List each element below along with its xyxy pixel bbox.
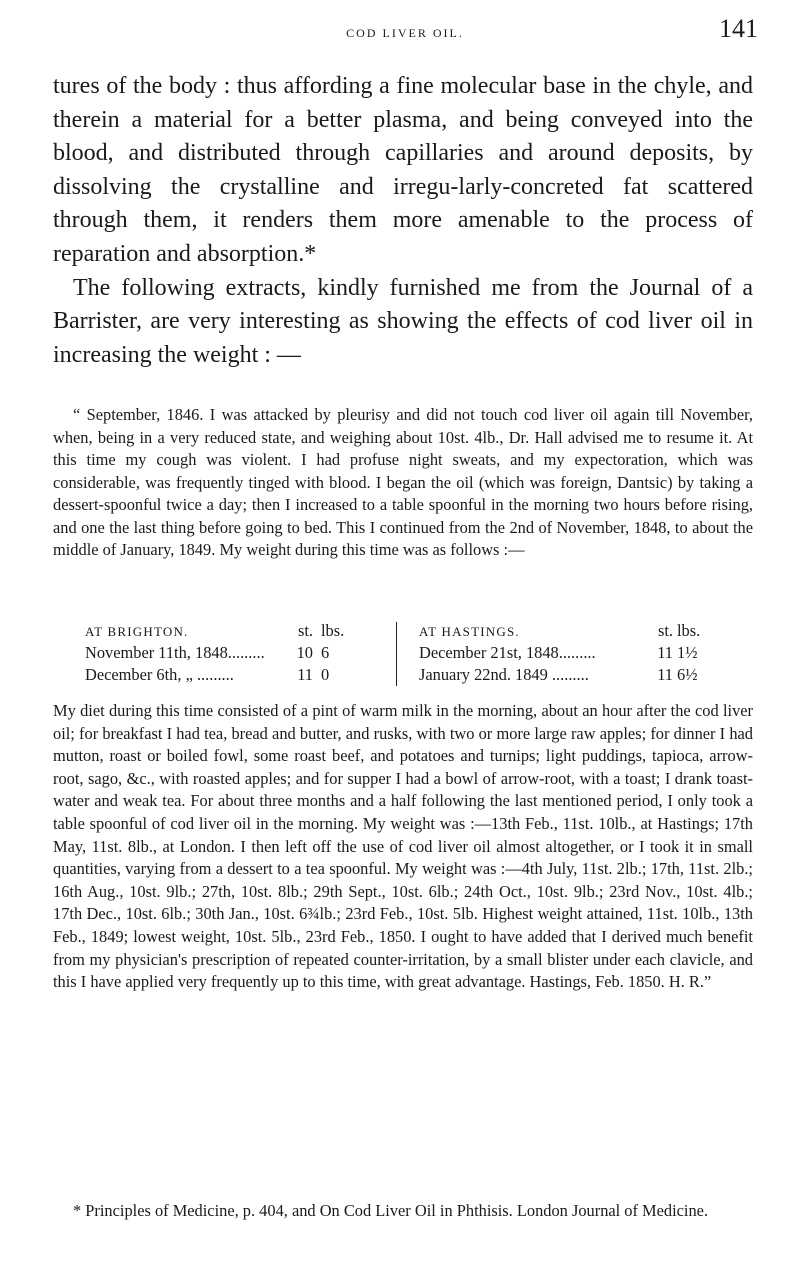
quote-paragraph: My diet during this time consisted of a pint of warm milk in the morning, about an hour after the cod liver oil; for breakfast I had tea, bread and butter, and rusks, with two or more large raw apples; for dinner I had mutton, roast or boiled fowl, some roast beef, and potatoes and turnips; light puddings, tapioca, arrow-root, sago, &c., with roasted apples; and for supper I had a bowl of arrow-root, with a toast; I drank toast-water and weak tea. For about three months and a half following the last mentioned period, I only took a table spoonful of cod liver oil in the morning. My weight was :—13th Feb., 11st. 10lb., at Hastings; 17th May, 11st. 8lb., at London. I then left off the use of cod liver oil almost altogether, or I took it in small quantities, varying from a dessert to a tea spoonful. My weight was :—4th July, 11st. 2lb.; 17th, 11st. 2lb.; 16th Aug., 10st. 9lb.; 27th, 10st. 8lb.; 29th Sept., 10st. 6lb.; 24th Oct., 10st. 9lb.; 23rd Nov., 10st. 4lb.; 17th Dec., 10st. 6lb.; 30th Jan., 10st. 6¾lb.; 23rd Feb., 10st. 5lb. Highest weight attained, 11st. 10lb., 13th Feb., 1849; lowest weight, 10st. 5lb., 23rd Feb., 1850. I ought to have added that I derived much benefit from my physician's prescription of repeated counter-irritation, by a small blister under each clavicle, and this I have applied very frequently up to this time, with great advantage. Hastings, Feb. 1850. H. R.”: [53, 701, 753, 992]
running-head: COD LIVER OIL.: [346, 26, 464, 40]
stones-cell: 11: [297, 665, 313, 684]
journal-extract: [53, 404, 753, 562]
main-text: [53, 70, 753, 372]
date-cell: November 11th, 1848.........: [85, 643, 265, 662]
body-paragraph: The following extracts, kindly furnished me from the Journal of a Barrister, are very interesting as showing the effects of cod liver oil in increasing the weight : —: [53, 274, 753, 368]
date-cell: December 6th, „ .........: [85, 665, 234, 684]
stones-cell: 10: [296, 643, 313, 662]
weights-column-brighton: [85, 620, 395, 686]
table-header-row: [419, 620, 729, 642]
stones-cell: 11: [657, 643, 673, 662]
date-cell: December 21st, 1848.........: [419, 643, 596, 662]
journal-extract-continued: [53, 700, 753, 994]
body-paragraph: tures of the body : thus affording a fine molecular base in the chyle, and therein a material for a better plasma, and being conveyed into the blood, and distributed through capillaries and around deposits, by dissolving the crystalline and irregu-larly-concreted fat scattered through them, it renders them more amenable to the process of reparation and absorption.*: [53, 73, 753, 267]
pounds-heading: lbs.: [677, 621, 701, 640]
place-heading: AT HASTINGS.: [419, 624, 520, 639]
column-divider: [396, 622, 397, 686]
table-row: [85, 642, 395, 664]
table-row: [419, 664, 729, 686]
footnote-text: * Principles of Medicine, p. 404, and On Cod Liver Oil in Phthisis. London Journal of Medicine.: [73, 1201, 709, 1220]
stones-heading: st.: [657, 621, 673, 640]
table-header-row: [85, 620, 395, 642]
table-row: [85, 664, 395, 686]
stones-heading: st.: [297, 621, 313, 640]
place-heading: AT BRIGHTON.: [85, 624, 189, 639]
pounds-cell: 6½: [677, 665, 698, 684]
table-row: [419, 642, 729, 664]
pounds-cell: 1½: [677, 643, 698, 662]
footnote: [53, 1200, 753, 1222]
date-cell: January 22nd. 1849 .........: [419, 665, 589, 684]
weights-column-hastings: [419, 620, 729, 686]
quote-paragraph: “ September, 1846. I was attacked by pleurisy and did not touch cod liver oil again till November, when, being in a very reduced state, and weighing about 10st. 4lb., Dr. Hall advised me to resume it. At this time my cough was violent. I had profuse night sweats, and my expectoration, which was considerable, was frequently tinged with blood. I began the oil (which was foreign, Dantsic) by taking a dessert-spoonful twice a day; then I increased to a table spoonful in the morning two hours before rising, and one the last thing before going to bed. This I continued from the 2nd of November, 1848, to about the middle of January, 1849. My weight during this time was as follows :—: [53, 405, 753, 559]
stones-cell: 11: [657, 665, 673, 684]
pounds-cell: 6: [321, 643, 330, 662]
pounds-cell: 0: [321, 665, 330, 684]
pounds-heading: lbs.: [321, 621, 345, 640]
page-number: 141: [719, 14, 758, 43]
